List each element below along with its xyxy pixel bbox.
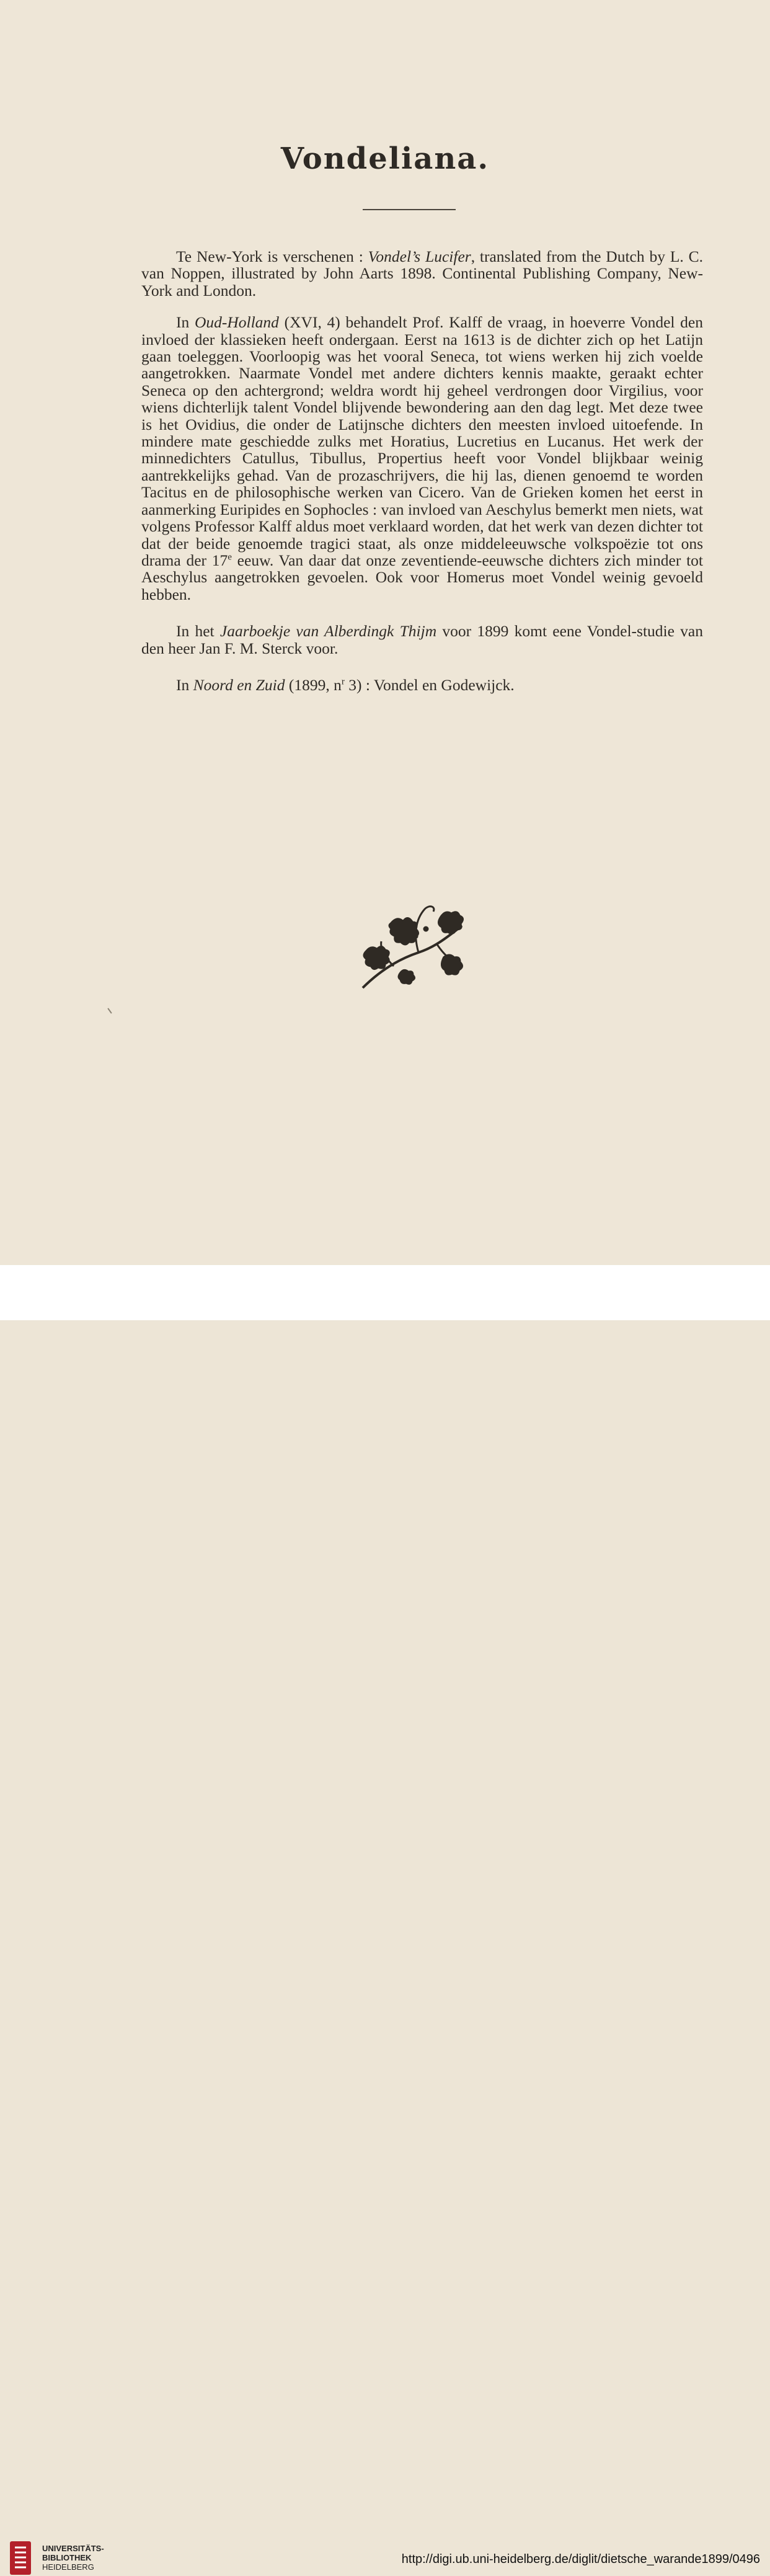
source-url-link[interactable]: http://digi.ub.uni-heidelberg.de/diglit/dietsche_warande1899/0496	[401, 2552, 760, 2566]
text-segment: In het	[176, 622, 220, 641]
text-segment: Jaarboekje van Alberdingk Thijm	[219, 622, 437, 641]
paragraph-4	[141, 677, 703, 693]
text-segment: eeuw. Van daar dat onze zeventiende-eeuwsche dichters zich minder tot Aeschylus aangetrokken gevoelen. Ook voor Homerus moet Vondel weinig gevoeld hebben.	[141, 551, 703, 603]
paragraph-1	[141, 248, 703, 299]
article-body	[141, 248, 703, 693]
text-segment: e	[228, 552, 232, 562]
text-segment: Noord en Zuid	[193, 675, 285, 694]
text-segment: In	[176, 313, 195, 332]
library-name: UNIVERSITÄTS- BIBLIOTHEK HEIDELBERG	[42, 2544, 104, 2572]
text-segment: r	[341, 677, 345, 687]
text-segment: Vondel’s Lucifer	[368, 247, 471, 265]
text-segment: voor 1899 komt eene Vondel-studie van den heer Jan F. M. Sterck voor.	[141, 622, 703, 657]
page-title: Vondeliana.	[280, 141, 490, 176]
text-segment: Te New-York is verschenen :	[176, 247, 368, 265]
text-segment: (XVI, 4) behandelt Prof. Kalff de vraag, in hoeverre Vondel den invloed der klassieken heeft ondergaan. Eerst na 1613 is de dichter zich op het Latijn gaan toeleggen. Voorloopig was het vooral Seneca, tot wiens werken hij zich voelde aangetrokken. Naarmate Vondel met andere dichters kennis maakte, geraakt echter Seneca op den achtergrond; weldra wordt hij geheel verdrongen door Virgilius, voor wiens dichterlijk talent Vondel blijvende bewondering aan den dag legt. Met deze twee is het Ovidius, die onder de Latijnsche dichters den meesten invloed uitoefende. In mindere mate geschiedde zulks met Horatius, Lucretius en Lucanus. Het werk der minnedichters Catullus, Tibullus, Propertius heeft voor Vondel blijkbaar weinig aantrekkelijks gehad. Van de prozaschrijvers, die hij las, dienen genoemd te worden Tacitus en de philosophische werken van Cicero. Van de Grieken komen het eerst in aanmerking Euripides en Sophocles : van invloed van Aeschylus bemerkt men niets, wat volgens Professor Kalff aldus moet verklaard worden, dat het werk van dezen dichter tot dat der beide genoemde tragici staat, als onze middeleeuwsche volkspoëzie tot ons drama der 17	[141, 313, 703, 569]
text-segment: Oud-Holland	[194, 313, 279, 332]
text-segment: , translated from the Dutch by L. C. van Noppen, illustrated by John Aarts 1898. Continental Publishing Company, New-York and London.	[141, 247, 703, 300]
heidelberg-library-logo-icon	[9, 2540, 32, 2576]
paragraph-2	[141, 314, 703, 603]
title-divider	[363, 209, 456, 210]
text-segment: In	[176, 675, 193, 694]
text-segment: 3) : Vondel en Godewijck.	[344, 675, 515, 694]
scanned-page	[0, 0, 770, 1265]
scan-speck	[107, 1008, 112, 1013]
paragraph-3	[141, 623, 703, 657]
digitization-footer	[0, 1265, 770, 2572]
text-segment: (1899, n	[285, 675, 342, 694]
oak-branch-ornament	[356, 898, 474, 991]
